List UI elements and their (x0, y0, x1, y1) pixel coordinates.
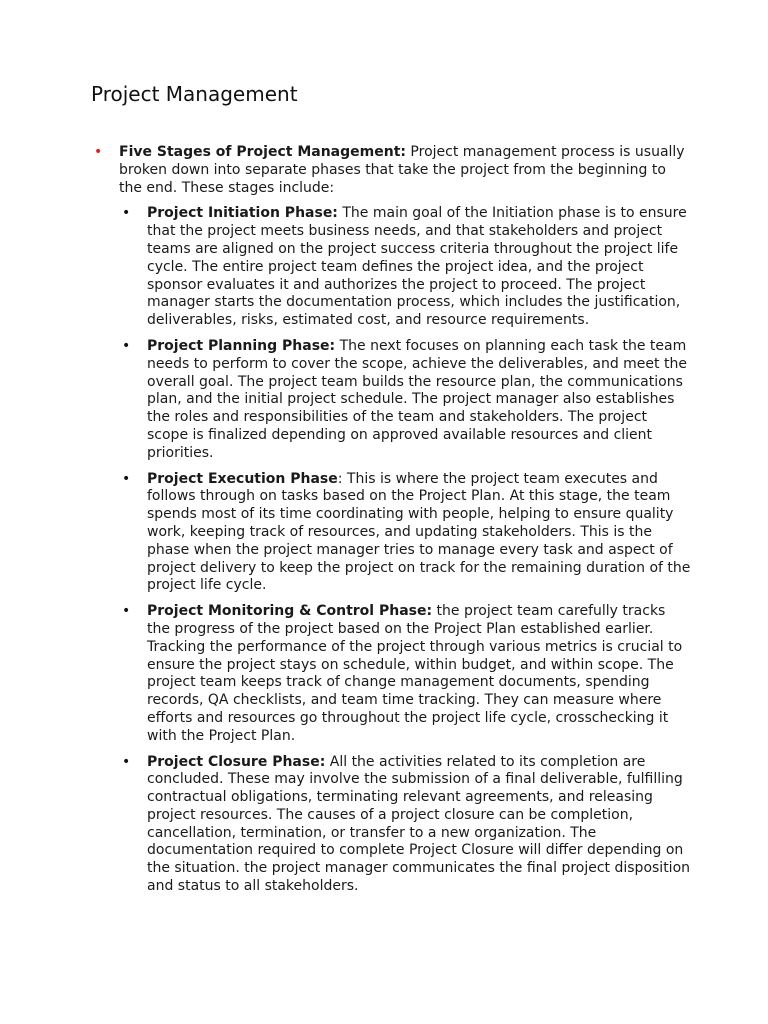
stage-term: Project Monitoring & Control Phase: (147, 603, 433, 620)
stage-text: : This is where the project team executes and follows through on tasks based on the Project Plan. At this stage, the team spends most of its time coordinating with people, helping to ensure quality work, keeping track of resources, and updating stakeholders. This is the phase when the project manager tries to manage every task and aspect of project delivery to keep the project on track for the remaining duration of the project life cycle. (147, 470, 691, 594)
stage-item-closure (119, 754, 691, 896)
bullet-icon: • (122, 205, 131, 222)
bullet-icon: • (122, 753, 131, 770)
stage-text: All the activities related to its completion are concluded. These may involve the submission of a final deliverable, fulfilling contractual obligations, terminating relevant agreements, and releasing project resources. The causes of a project closure can be completion, cancellation, termination, or transfer to a new organization. The documentation required to complete Project Closure will differ depending on the situation. the project manager communicates the final project disposition and status to all stakeholders. (147, 753, 691, 895)
page-title: Project Management (91, 82, 298, 106)
main-bullet-list (91, 144, 691, 904)
stage-term: Project Initiation Phase: (147, 205, 338, 222)
stage-text: The next focuses on planning each task the team needs to perform to cover the scope, achieve the deliverables, and meet the overall goal. The project team builds the resource plan, the communications plan, and the initial project schedule. The project manager also establishes the roles and responsibilities of the team and stakeholders. The project scope is finalized depending on approved available resources and client priorities. (147, 337, 687, 461)
bullet-icon: • (122, 470, 131, 487)
stage-item-execution (119, 471, 691, 596)
red-bullet-icon: • (94, 144, 103, 160)
stage-text: the project team carefully tracks the progress of the project based on the Project Plan established earlier. Tracking the performance of the project through various metrics is crucial to ensure the project stays on schedule, within budget, and within scope. The project team keeps track of change management documents, spending records, QA checklists, and team time tracking. They can measure where efforts and resources go throughout the project life cycle, crosschecking it with the Project Plan. (147, 603, 683, 744)
stage-term: Project Closure Phase: (147, 753, 326, 770)
bullet-icon: • (122, 603, 131, 620)
stage-item-planning (119, 338, 691, 463)
item-term: Five Stages of Project Management: (119, 144, 406, 160)
list-item-five-stages (91, 144, 691, 896)
item-text: Project management process is usually broken down into separate phases that take the project from the beginning to the end. These stages include: (119, 144, 685, 196)
stage-item-initiation (119, 205, 691, 330)
stages-list (119, 205, 691, 895)
bullet-icon: • (122, 337, 131, 354)
stage-text: The main goal of the Initiation phase is to ensure that the project meets business needs, and that stakeholders and project teams are aligned on the project success criteria throughout the project life cycle. The entire project team defines the project idea, and the project sponsor evaluates it and authorizes the project to proceed. The project manager starts the documentation process, which includes the justification, deliverables, risks, estimated cost, and resource requirements. (147, 205, 687, 329)
stage-item-monitoring-control (119, 603, 691, 745)
stage-term: Project Planning Phase: (147, 337, 336, 354)
stage-term: Project Execution Phase (147, 470, 338, 487)
